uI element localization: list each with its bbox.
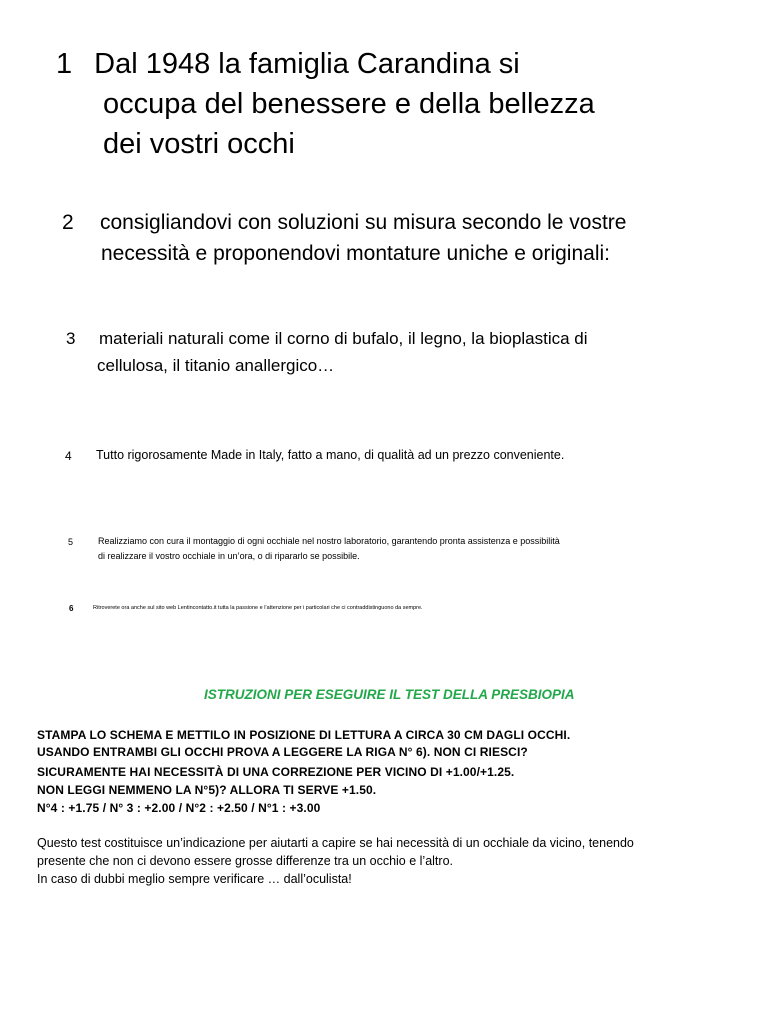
item-1-number: 1 bbox=[56, 48, 73, 80]
item-2-number: 2 bbox=[62, 211, 74, 234]
instruction-line-4: NON LEGGI NEMMENO LA N°5)? ALLORA TI SERVE +1.50. bbox=[37, 783, 377, 797]
note-line-1: Questo test costituisce un’indicazione per aiutarti a capire se hai necessità di un occhiale da vicino, tenendo bbox=[37, 836, 634, 850]
item-5-number: 5 bbox=[68, 537, 74, 547]
item-1-text-line-1: Dal 1948 la famiglia Carandina si bbox=[94, 48, 520, 80]
instruction-line-5: N°4 : +1.75 / N° 3 : +2.00 / N°2 : +2.50 / N°1 : +3.00 bbox=[37, 801, 321, 815]
item-1-text-line-2: occupa del benessere e della bellezza bbox=[103, 88, 595, 120]
item-1-line-1 bbox=[56, 48, 520, 81]
test-heading: ISTRUZIONI PER ESEGUIRE IL TEST DELLA PRESBIOPIA bbox=[204, 687, 575, 702]
item-5-text-line-1: Realizziamo con cura il montaggio di ogni occhiale nel nostro laboratorio, garantendo pronta assistenza e possibilità bbox=[98, 536, 560, 546]
instruction-line-2: USANDO ENTRAMBI GLI OCCHI PROVA A LEGGERE LA RIGA N° 6). NON CI RIESCI? bbox=[37, 745, 528, 759]
note-line-2: presente che non ci devono essere grosse differenze tra un occhio e l’altro. bbox=[37, 854, 453, 868]
item-6-number: 6 bbox=[69, 604, 74, 613]
note-line-3: In caso di dubbi meglio sempre verificare … dall’oculista! bbox=[37, 872, 352, 886]
item-3-text-line-1: materiali naturali come il corno di bufalo, il legno, la bioplastica di bbox=[99, 329, 588, 348]
item-2-text-line-2: necessità e proponendovi montature uniche e originali: bbox=[101, 242, 610, 265]
item-2-text-line-1: consigliandovi con soluzioni su misura secondo le vostre bbox=[100, 211, 627, 234]
item-4-number: 4 bbox=[65, 449, 72, 463]
item-5-text-line-2: di realizzare il vostro occhiale in un’ora, o di ripararlo se possibile. bbox=[98, 551, 360, 561]
item-4-text-line-1: Tutto rigorosamente Made in Italy, fatto a mano, di qualità ad un prezzo conveniente. bbox=[96, 448, 565, 462]
item-1-text-line-3: dei vostri occhi bbox=[103, 128, 295, 160]
item-3-text-line-2: cellulosa, il titanio anallergico… bbox=[97, 356, 335, 375]
item-3-number: 3 bbox=[66, 329, 76, 348]
instruction-line-1: STAMPA LO SCHEMA E METTILO IN POSIZIONE DI LETTURA A CIRCA 30 CM DAGLI OCCHI. bbox=[37, 728, 571, 742]
instruction-line-3: SICURAMENTE HAI NECESSITÀ DI UNA CORREZIONE PER VICINO DI +1.00/+1.25. bbox=[37, 765, 515, 779]
item-6-text-line-1: Ritroverete ora anche sul sito web Lentincontatto.it tutta la passione e l’attenzione per i particolari che ci contraddistinguono da sempre. bbox=[93, 605, 423, 611]
